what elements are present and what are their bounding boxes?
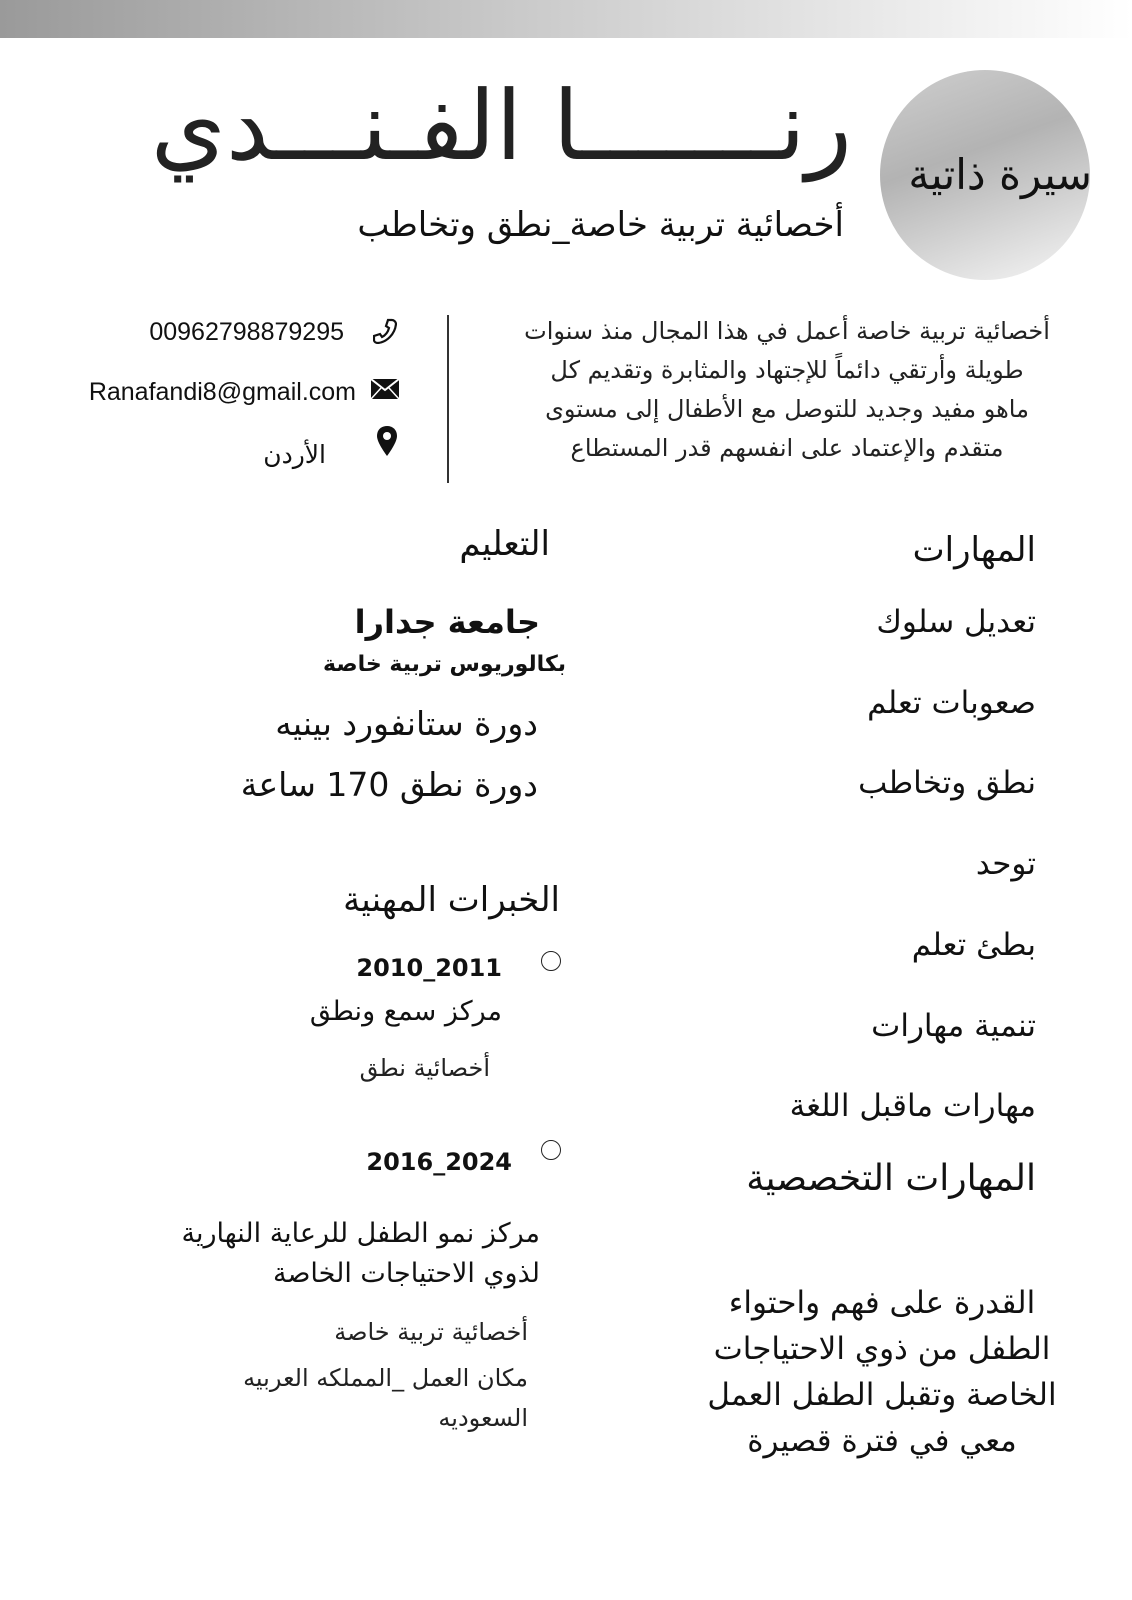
experience-role: مكان العمل _المملكه العربيه	[243, 1364, 528, 1392]
specialized-line: معي في فترة قصيرة	[747, 1423, 1017, 1459]
experience-role: السعوديه	[438, 1404, 528, 1432]
skill-item: صعوبات تعلم	[867, 685, 1036, 721]
email-address: Ranafandi8@gmail.com	[88, 378, 356, 406]
summary-line: طويلة وأرتقي دائماً للإجتهاد والمثابرة وتقديم كل	[550, 356, 1024, 384]
experience-place: مركز سمع ونطق	[309, 996, 502, 1027]
candidate-name: رنـــــــا الفـنـــدي	[150, 70, 852, 182]
course-item: دورة ستانفورد بينيه	[275, 704, 538, 743]
location: الأردن	[263, 441, 326, 469]
university-name: جامعة جدارا	[354, 603, 540, 641]
skill-item: توحد	[975, 846, 1036, 882]
job-title: أخصائية تربية خاصة_نطق وتخاطب	[357, 205, 844, 245]
skill-item: نطق وتخاطب	[858, 765, 1036, 801]
location-pin-icon	[372, 426, 402, 456]
skill-item: مهارات ماقبل اللغة	[789, 1088, 1036, 1124]
skill-item: تنمية مهارات	[871, 1008, 1036, 1044]
specialized-line: القدرة على فهم واحتواء	[728, 1285, 1036, 1321]
experience-date: 2010_2011	[356, 954, 502, 982]
experience-date: 2016_2024	[366, 1148, 512, 1176]
experience-place: مركز نمو الطفل للرعاية النهارية	[181, 1218, 540, 1249]
contact-divider	[447, 315, 449, 483]
specialized-skills-text	[692, 1280, 1072, 1464]
timeline-bullet	[541, 1140, 561, 1160]
education-title: التعليم	[459, 524, 550, 564]
top-decorative-bar	[0, 0, 1132, 38]
summary-line: ماهو مفيد وجديد للتوصل مع الأطفال إلى مستوى	[545, 395, 1029, 423]
phone-number: 00962798879295	[149, 318, 344, 346]
document-label: سيرة ذاتية	[908, 150, 1092, 199]
specialized-line: الخاصة وتقبل الطفل العمل	[707, 1377, 1057, 1413]
summary-line: أخصائية تربية خاصة أعمل في هذا المجال منذ سنوات	[524, 317, 1050, 345]
degree-name: بكالوريوس تربية خاصة	[322, 652, 566, 677]
specialized-skills-title: المهارات التخصصية	[746, 1158, 1036, 1199]
experience-role: أخصائية نطق	[359, 1054, 490, 1082]
timeline-bullet	[541, 951, 561, 971]
summary-line: متقدم والإعتماد على انفسهم قدر المستطاع	[570, 434, 1004, 462]
experience-role: أخصائية تربية خاصة	[334, 1318, 528, 1346]
phone-icon	[370, 316, 400, 346]
envelope-icon	[370, 374, 400, 404]
skill-item: بطئ تعلم	[911, 927, 1036, 963]
experience-title: الخبرات المهنية	[343, 880, 560, 920]
skill-item: تعديل سلوك	[876, 604, 1036, 640]
course-item: دورة نطق 170 ساعة	[240, 765, 538, 804]
skills-title: المهارات	[912, 530, 1036, 570]
profile-summary	[482, 312, 1092, 468]
specialized-line: الطفل من ذوي الاحتياجات	[713, 1331, 1051, 1367]
experience-place: لذوي الاحتياجات الخاصة	[273, 1258, 540, 1289]
